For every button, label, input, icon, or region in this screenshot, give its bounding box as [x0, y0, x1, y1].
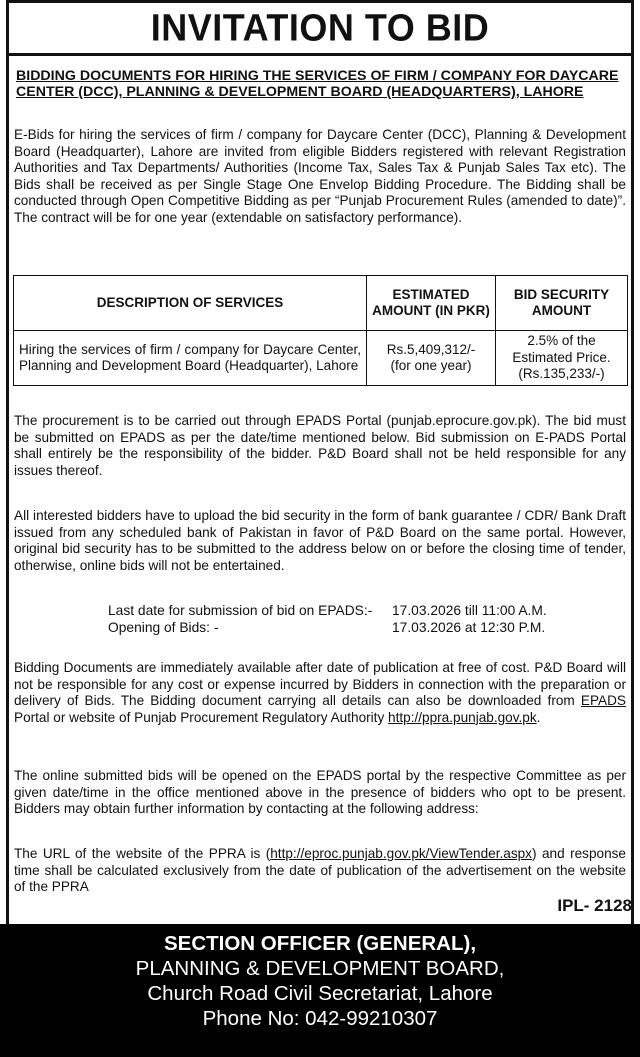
title-banner — [6, 0, 634, 56]
security-note: (Rs.135,233/-) — [518, 366, 605, 382]
page-title: INVITATION TO BID — [150, 5, 490, 49]
footer-address: Church Road Civil Secretariat, Lahore — [147, 982, 493, 1005]
url-paragraph — [14, 846, 626, 896]
ipl-number: IPL- 2128 — [557, 896, 632, 915]
last-date-row — [108, 602, 547, 619]
opening-paragraph: The online submitted bids will be opened on the EPADS portal by the respective Committee as per given date/time in the office mentioned above in the presence of bidders who opt to be present. Bidders may obtain further information by contacting at the following address: — [14, 768, 626, 817]
notice-heading: BIDDING DOCUMENTS FOR HIRING THE SERVICES OF FIRM / COMPANY FOR DAYCARE CENTER (DCC), PLANNING & DEVELOPMENT BOARD (HEADQUARTERS), LAHORE — [16, 68, 619, 100]
url-text-2: ) and response time shall be calculated exclusively from the date of publication of the advertisement on the website of the PPRA — [14, 846, 626, 895]
opening-row — [108, 619, 547, 636]
service-description: Hiring the services of firm / company for Daycare Center, Planning and Development Board (Headquarter), Lahore — [14, 331, 367, 386]
contact-footer — [0, 924, 640, 1057]
last-date-label: Last date for submission of bid on EPADS:- — [108, 603, 373, 618]
epads-link[interactable]: EPADS — [580, 693, 626, 709]
url-text-1: The URL of the website of the PPRA is ( — [14, 846, 271, 861]
amount-note: (for one year) — [390, 358, 472, 373]
security-cell — [496, 331, 628, 386]
footer-board: PLANNING & DEVELOPMENT BOARD, — [135, 957, 505, 980]
security-value: 2.5% of the Estimated Price. — [512, 333, 611, 365]
opening-label: Opening of Bids: - — [108, 620, 219, 635]
documents-text-3: . — [536, 709, 541, 725]
documents-text-1: Bidding Documents are immediately available after date of publication at free of cost. P&D Board will not be responsible for any cost or expense incurred by Bidders in connection with the preparation or delivery of Bids. The Bidding document carrying all details can also be downloaded from — [14, 660, 626, 709]
footer-officer: SECTION OFFICER (GENERAL), — [163, 932, 477, 955]
amount-value: Rs.5,409,312/- — [386, 341, 476, 357]
table-row — [14, 331, 628, 386]
dates-block — [108, 602, 547, 636]
table-header-security: BID SECURITY AMOUNT — [496, 276, 628, 331]
services-table — [13, 275, 628, 386]
intro-paragraph: E-Bids for hiring the services of firm / company for Daycare Center (DCC), Planning & Development Board (Headquarter), Lahore are invited from eligible Bidders registered with relevant Registration Authorities and Tax Departments/ Authorities (Income Tax, Sales Tax & Punjab Sales Tax etc). The Bids shall be received as per Single Stage One Envelop Bidding Procedure. The Bidding shall be conducted through Open Competitive Bidding as per “Punjab Procurement Rules (amended to date)”. The contract will be for one year (extendable on satisfactory performance). — [14, 127, 626, 225]
footer-phone: Phone No: 042-99210307 — [202, 1007, 438, 1030]
table-header-amount: ESTIMATED AMOUNT (IN PKR) — [367, 276, 496, 331]
last-date-value: 17.03.2026 till 11:00 A.M. — [392, 603, 547, 618]
amount-cell — [367, 331, 496, 386]
documents-text-2: Portal or website of Punjab Procurement Regulatory Authority — [14, 709, 389, 725]
procurement-paragraph: The procurement is to be carried out through EPADS Portal (punjab.eprocure.gov.pk). The bid must be submitted on EPADS as per the date/time mentioned below. Bid submission on E-PADS Portal shall entirely be the responsibility of the bidder. P&D Board shall not be held responsible for any issues thereof. — [14, 413, 626, 478]
opening-value: 17.03.2026 at 12:30 P.M. — [392, 620, 546, 635]
ppra-tender-link[interactable]: http://eproc.punjab.gov.pk/ViewTender.aspx — [270, 846, 532, 861]
table-header-row — [14, 276, 628, 331]
bid-security-paragraph: All interested bidders have to upload the bid security in the form of bank guarantee / CDR/ Bank Draft issued from any scheduled bank of Pakistan in favor of P&D Board on the same portal. However, original bid security has to be submitted to the address below on or before the closing time of tender, otherwise, online bids will not be entertained. — [14, 508, 626, 573]
ppra-link[interactable]: http://ppra.punjab.gov.pk — [388, 709, 537, 725]
documents-paragraph — [14, 660, 626, 726]
table-header-description: DESCRIPTION OF SERVICES — [14, 276, 367, 331]
